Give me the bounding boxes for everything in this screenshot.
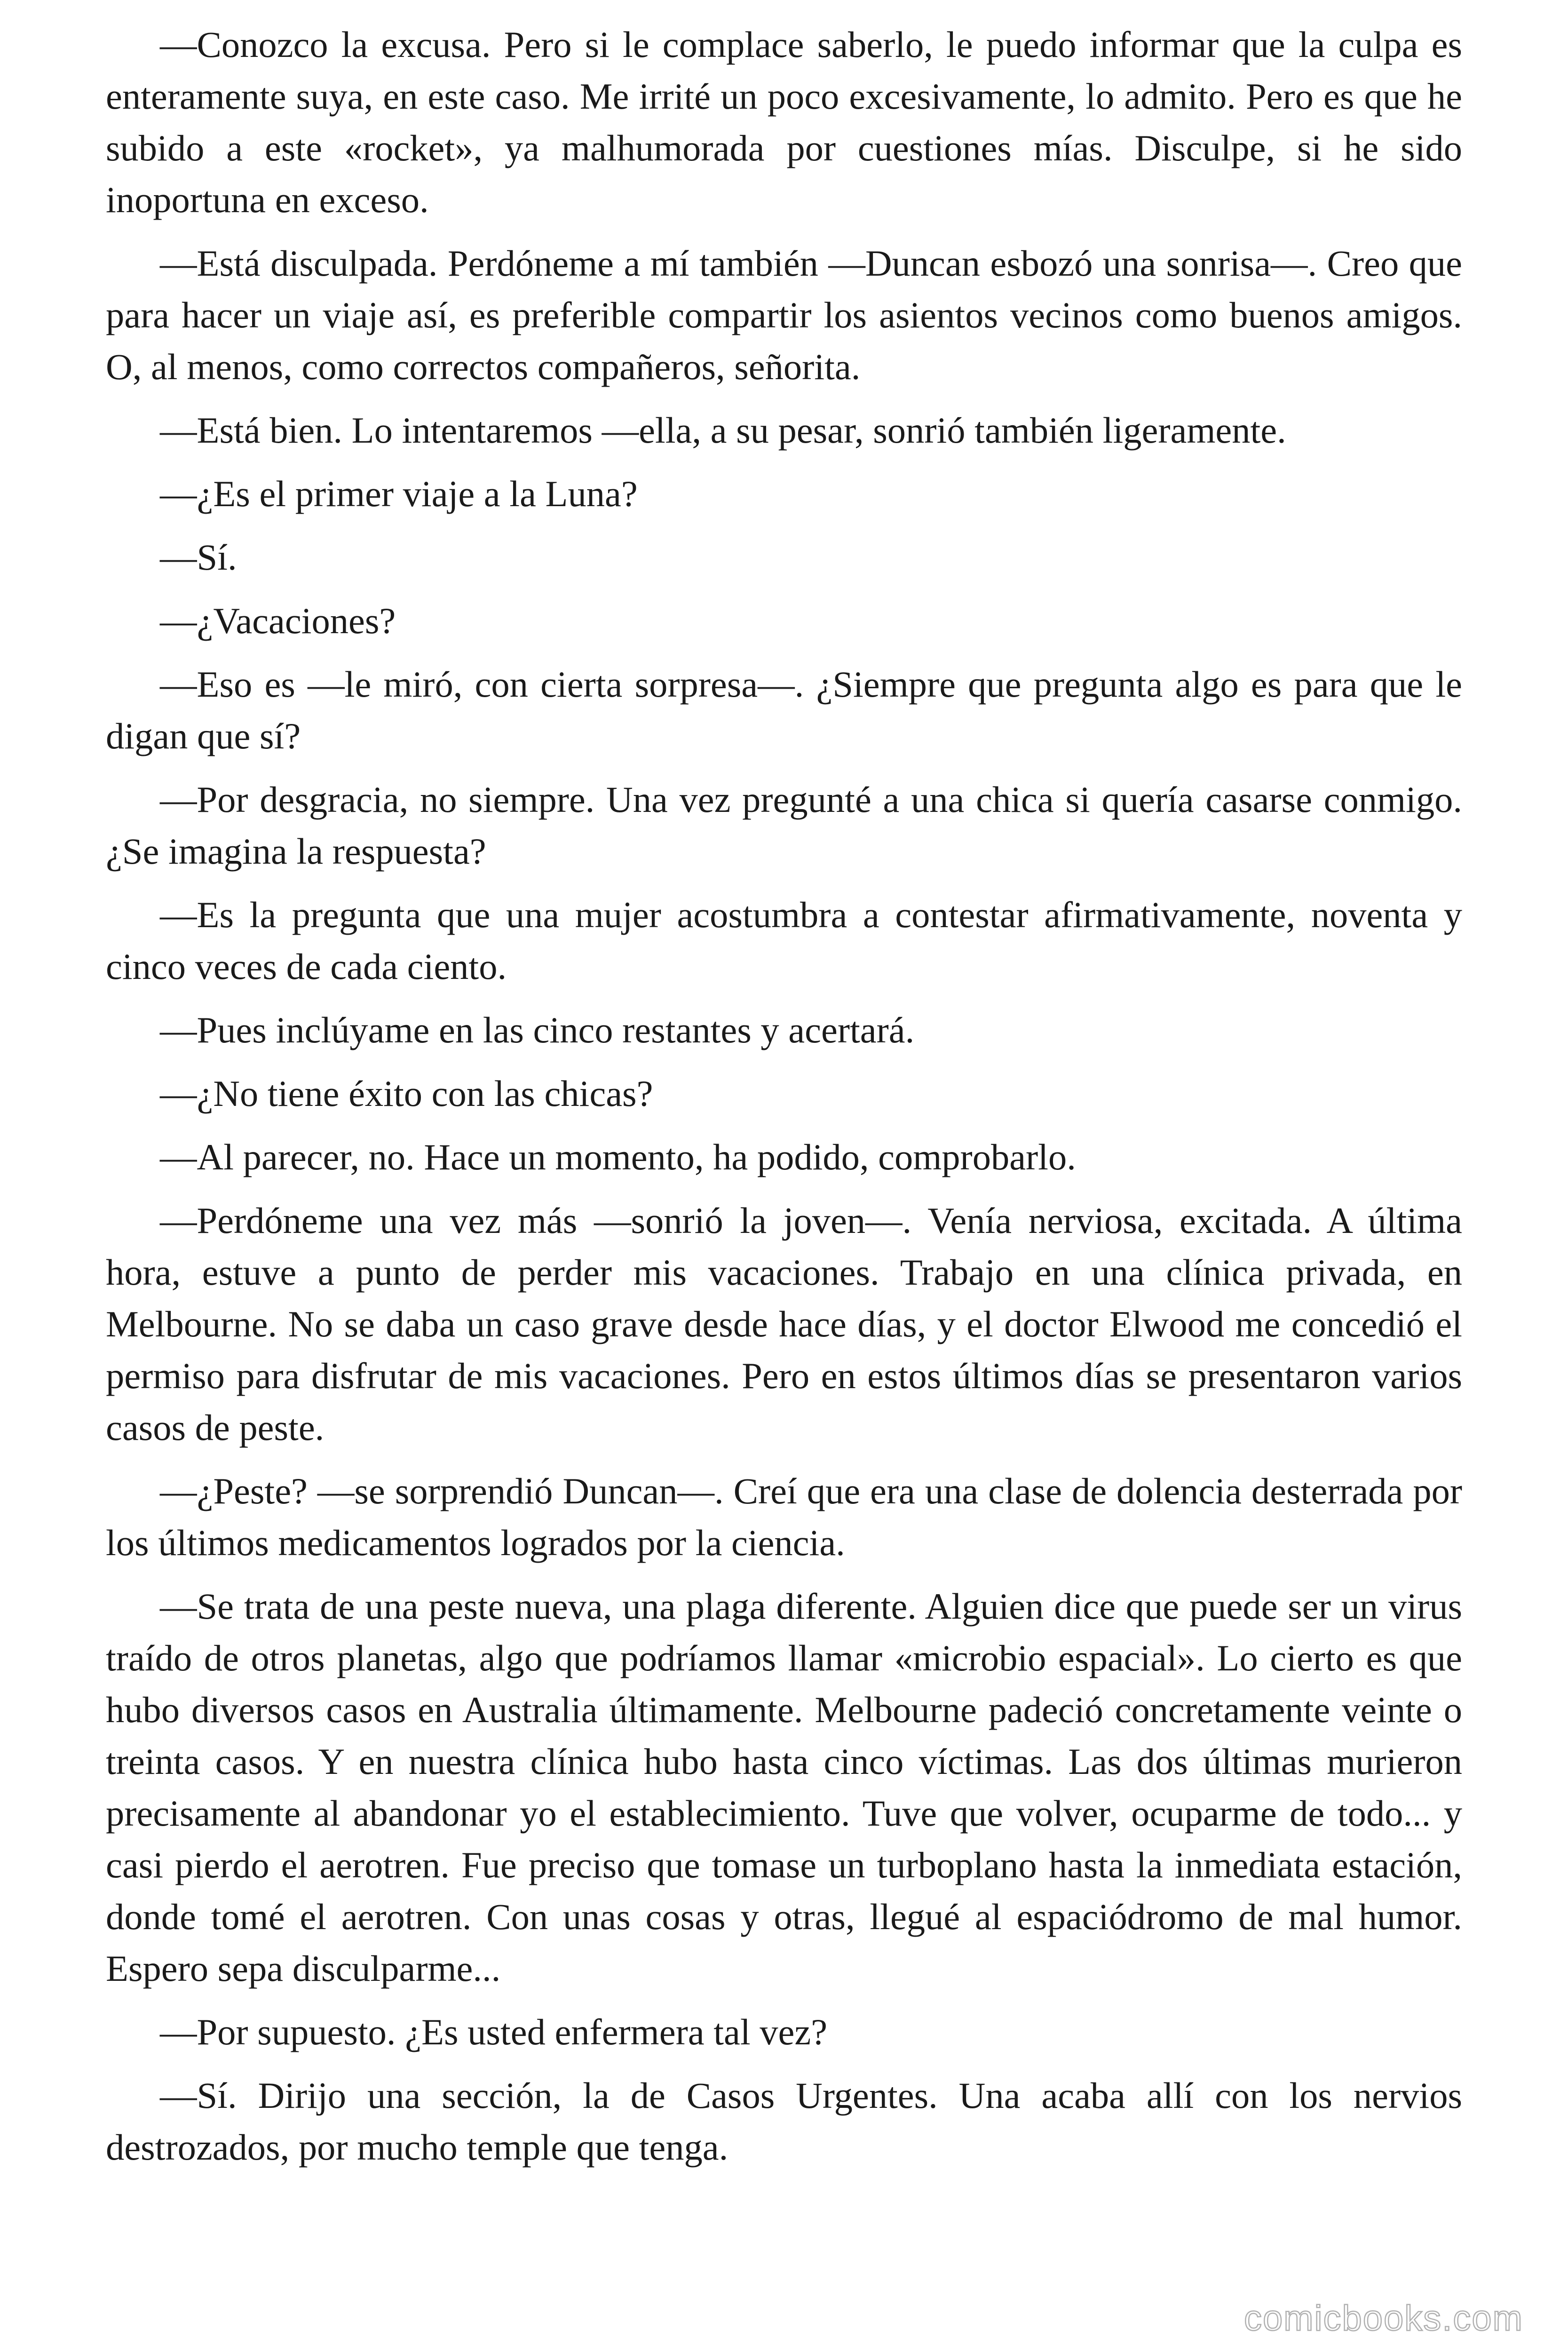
paragraph: —Perdóneme una vez más —sonrió la joven—. Venía nerviosa, excitada. A última hora, estuve a punto de perder mis vacaciones. Trabajo en una clínica privada, en Melbourne. No se daba un caso grave desde hace días, y el doctor Elwood me concedió el permiso para disfrutar de mis vacaciones. Pero en estos últimos días se presentaron varios casos de peste. [106, 1200, 1462, 1448]
paragraph: —Conozco la excusa. Pero si le complace saberlo, le puedo informar que la culpa es enteramente suya, en este caso. Me irrité un poco excesivamente, lo admito. Pero es que he subido a este «rocket», ya malhumorada por cuestiones mías. Disculpe, si he sido inoportuna en exceso. [106, 24, 1462, 220]
paragraph: —Está bien. Lo intentaremos —ella, a su pesar, sonrió también ligeramente. [160, 410, 1286, 451]
paragraph: —Sí. [160, 537, 237, 578]
paragraph: —Está disculpada. Perdóneme a mí también —Duncan esbozó una sonrisa—. Creo que para hacer un viaje así, es preferible compartir los asientos vecinos como buenos amigos. O, al menos, como correctos compañeros, señorita. [106, 243, 1462, 387]
paragraph: —Es la pregunta que una mujer acostumbra a contestar afirmativamente, noventa y cinco veces de cada ciento. [106, 894, 1462, 987]
paragraph: —Por desgracia, no siempre. Una vez pregunté a una chica si quería casarse conmigo. ¿Se imagina la respuesta? [106, 779, 1462, 872]
paragraph: —¿Peste? —se sorprendió Duncan—. Creí que era una clase de dolencia desterrada por los últimos medicamentos logrados por la ciencia. [106, 1470, 1462, 1563]
paragraph: —¿Es el primer viaje a la Luna? [160, 473, 638, 514]
paragraph: —Sí. Dirijo una sección, la de Casos Urgentes. Una acaba allí con los nervios destrozados, por mucho temple que tenga. [106, 2075, 1462, 2168]
paragraph: —¿No tiene éxito con las chicas? [160, 1073, 653, 1114]
paragraph: —Por supuesto. ¿Es usted enfermera tal vez? [160, 2011, 828, 2052]
watermark: comicbooks.com [1244, 2298, 1523, 2338]
paragraph: —Pues inclúyame en las cinco restantes y acertará. [160, 1009, 915, 1050]
paragraph: —¿Vacaciones? [160, 600, 396, 641]
paragraph: —Se trata de una peste nueva, una plaga diferente. Alguien dice que puede ser un virus traído de otros planetas, algo que podríamos llamar «microbio espacial». Lo cierto es que hubo diversos casos en Australia últimamente. Melbourne padeció concretamente veinte o treinta casos. Y en nuestra clínica hubo hasta cinco víctimas. Las dos últimas murieron precisamente al abandonar yo el establecimiento. Tuve que volver, ocuparme de todo... y casi pierdo el aerotren. Fue preciso que tomase un turboplano hasta la inmediata estación, donde tomé el aerotren. Con unas cosas y otras, llegué al espaciódromo de mal humor. Espero sepa disculparme... [106, 1586, 1462, 1989]
book-page-text [106, 19, 1462, 2185]
paragraph: —Eso es —le miró, con cierta sorpresa—. ¿Siempre que pregunta algo es para que le digan que sí? [106, 664, 1462, 756]
paragraph: —Al parecer, no. Hace un momento, ha podido, comprobarlo. [160, 1136, 1076, 1177]
